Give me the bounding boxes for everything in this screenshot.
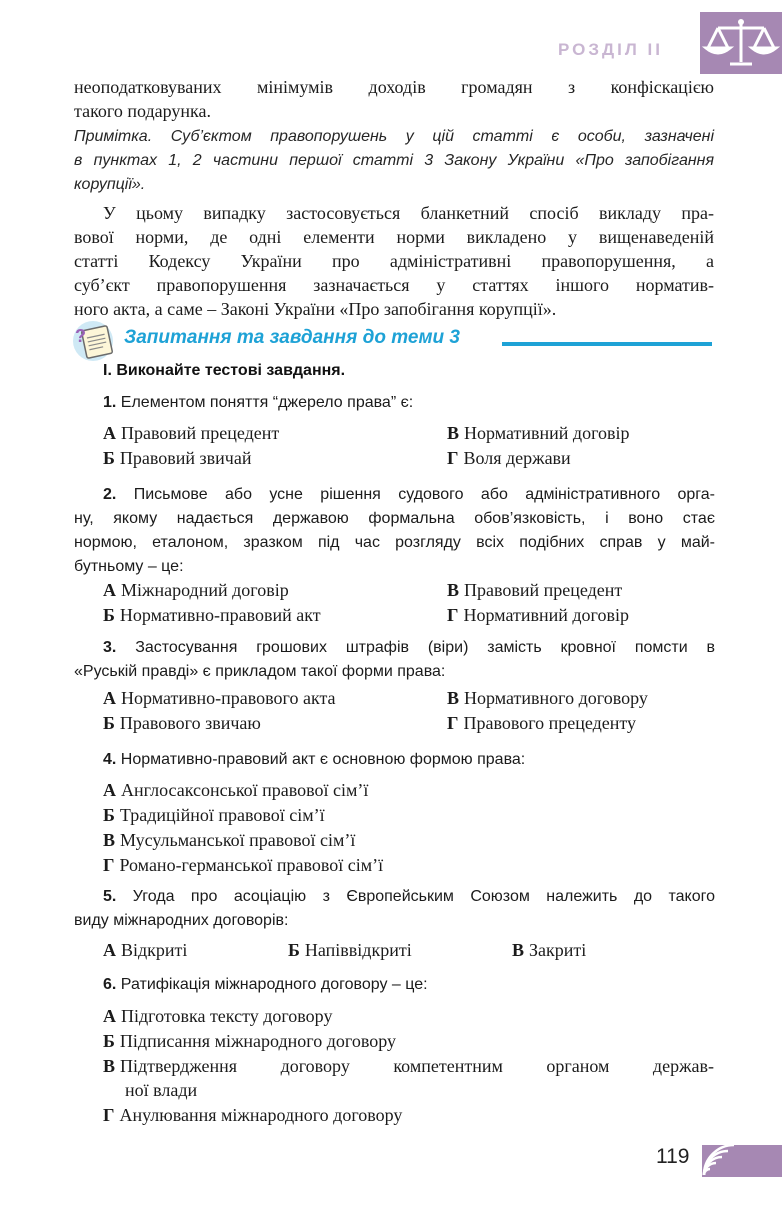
note-line-1: Примітка. Суб’єктом правопорушень у цій статті є особи, зазначені xyxy=(74,128,714,145)
section-label: РОЗДІЛ ІІ xyxy=(558,40,663,59)
question-number: 5. xyxy=(103,888,117,905)
question-number: 6. xyxy=(103,976,117,993)
section-heading-title: Запитання та завдання до теми 3 xyxy=(124,327,460,348)
question-notebook-icon xyxy=(72,318,118,364)
task-title: І. Виконайте тестові завдання. xyxy=(103,362,346,379)
question-6 xyxy=(103,973,715,997)
question-text-line-4: бутньому – це: xyxy=(74,558,184,575)
question-2 xyxy=(74,483,715,579)
q4-option-b: Б Традиційної правової сім’ї xyxy=(103,805,325,825)
scales-icon xyxy=(700,12,782,74)
page-corner xyxy=(702,1145,782,1177)
q3-option-h: Г Правового прецеденту xyxy=(447,713,637,733)
q2-option-v: В Правовий прецедент xyxy=(447,580,623,600)
q4-option-a: А Англосаксонської правової сім’ї xyxy=(103,780,369,800)
q5-option-a: А Відкриті xyxy=(103,940,188,960)
body-line-1: У цьому випадку застосовується бланкетний спосіб викладу пра- xyxy=(103,203,714,223)
q4-option-v: В Мусульманської правової сім’ї xyxy=(103,830,356,850)
question-1 xyxy=(103,391,715,415)
q4-option-h: Г Романо-германської правової сім’ї xyxy=(103,855,384,875)
intro-line-2: такого подарунка. xyxy=(74,101,211,121)
q6-option-b: Б Підписання міжнародного договору xyxy=(103,1031,396,1051)
question-text: Нормативно-правовий акт є основною формою права: xyxy=(120,751,526,768)
svg-text:?: ? xyxy=(75,326,86,346)
q2-option-b: Б Нормативно-правовий акт xyxy=(103,605,321,625)
note-line-3: корупції». xyxy=(74,176,146,193)
question-text-line-2: «Руській правді» є прикладом такої форми права: xyxy=(74,663,446,680)
question-text-line-2: ну, якому надається державою формальна обов’язковість, і воно стає xyxy=(74,510,715,527)
question-text-line-2: виду міжнародних договорів: xyxy=(74,912,289,929)
question-text-line-1: Угода про асоціацію з Європейським Союзом належить до такого xyxy=(132,888,715,905)
q6-option-h: Г Анулювання міжнародного договору xyxy=(103,1105,403,1125)
q6-option-v: В Підтвердження договору компетентним органом держав- ної влади xyxy=(103,1056,714,1100)
body-line-3: статті Кодексу України про адміністративні правопорушення, а xyxy=(74,251,714,271)
page-corner-arcs-icon xyxy=(702,1145,782,1177)
q1-option-v: В Нормативний договір xyxy=(447,423,630,443)
question-text-line-1: Письмове або усне рішення судового або адміністративного орга- xyxy=(133,486,715,503)
intro-line-1: неоподатковуваних мінімумів доходів громадян з конфіскацією xyxy=(74,77,714,97)
question-number: 1. xyxy=(103,394,117,411)
question-text: Ратифікація міжнародного договору – це: xyxy=(120,976,428,993)
question-4 xyxy=(103,748,715,772)
question-text: Елементом поняття “джерело права” є: xyxy=(120,394,414,411)
question-5 xyxy=(74,885,715,933)
note-line-2: в пунктах 1, 2 частини першої статті 3 Закону України «Про запобігання xyxy=(74,152,714,169)
q6-option-a: А Підготовка тексту договору xyxy=(103,1006,333,1026)
body-line-4: суб’єкт правопорушення зазначається у статтях іншого норматив- xyxy=(74,275,714,295)
q2-option-h: Г Нормативний договір xyxy=(447,605,629,625)
section-tab xyxy=(700,12,782,74)
q5-option-v: В Закриті xyxy=(512,940,587,960)
q3-option-b: Б Правового звичаю xyxy=(103,713,261,733)
q1-option-b: Б Правовий звичай xyxy=(103,448,252,468)
q2-option-a: А Міжнародний договір xyxy=(103,580,289,600)
q3-option-a: А Нормативно-правового акта xyxy=(103,688,336,708)
question-number: 2. xyxy=(103,486,117,503)
q5-option-b: Б Напіввідкриті xyxy=(288,940,412,960)
body-line-2: вової норми, де одні елементи норми викладено у вищенаведеній xyxy=(74,227,714,247)
q3-option-v: В Нормативного договору xyxy=(447,688,648,708)
body-line-5: ного акта, а саме – Законі України «Про запобігання корупції». xyxy=(74,299,557,319)
question-text-line-1: Застосування грошових штрафів (віри) замість кровної помсти в xyxy=(135,639,715,656)
question-number: 3. xyxy=(103,639,117,656)
heading-rule xyxy=(502,342,712,346)
page-number: 119 xyxy=(656,1145,690,1168)
question-text-line-3: нормою, еталоном, зразком під час розгляду всіх подібних справ у май- xyxy=(74,534,715,551)
q1-option-h: Г Воля держави xyxy=(447,448,571,468)
question-number: 4. xyxy=(103,751,117,768)
question-3 xyxy=(74,636,715,684)
q1-option-a: А Правовий прецедент xyxy=(103,423,280,443)
